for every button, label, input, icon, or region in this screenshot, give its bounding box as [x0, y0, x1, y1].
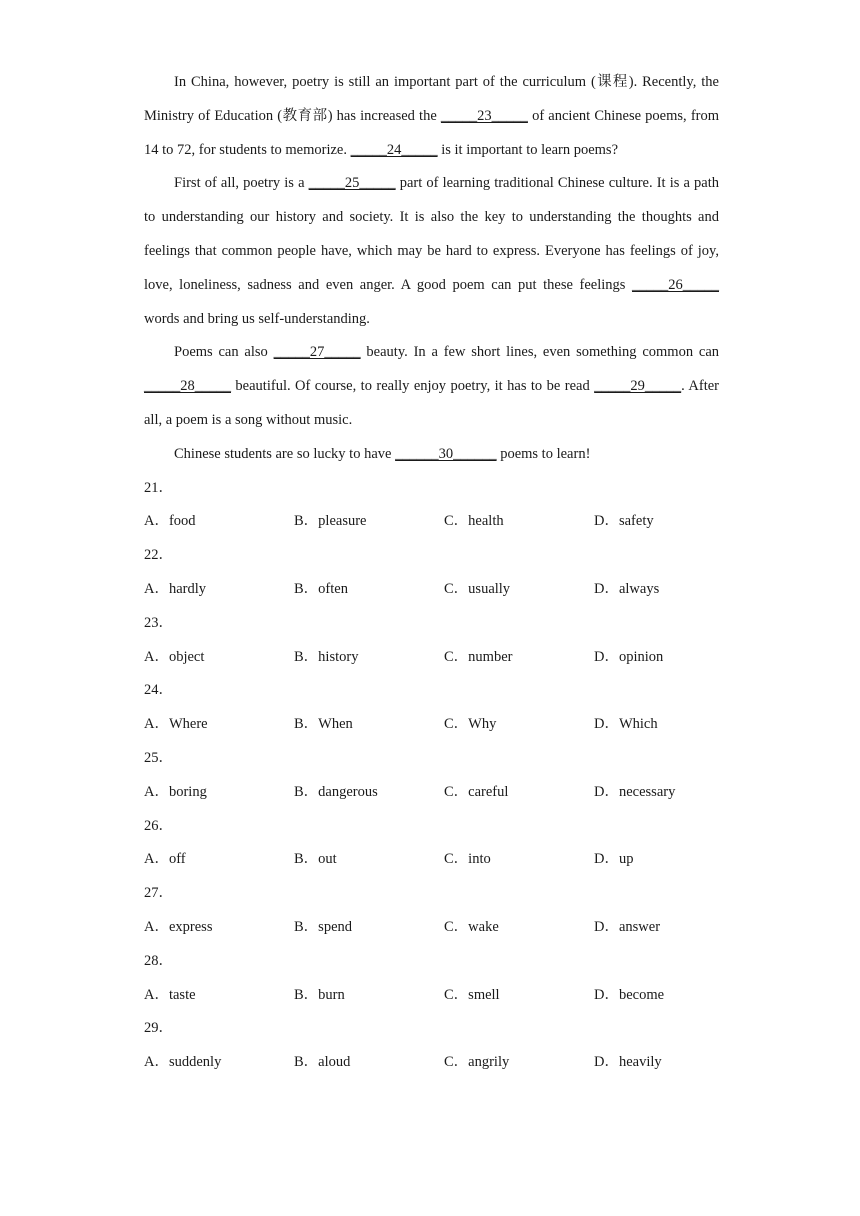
option-row	[144, 708, 719, 742]
document-content	[144, 66, 719, 1080]
question-number: 24．	[144, 682, 173, 699]
answer-option[interactable]: A．boring	[144, 783, 207, 800]
passage-text: words and bring us self-understanding.	[144, 310, 370, 327]
passage-text: beauty. In a few short lines, even something common can	[360, 344, 720, 361]
answer-option[interactable]: C．Why	[444, 716, 497, 733]
question-number: 23．	[144, 614, 173, 631]
option-row	[144, 911, 719, 945]
passage-text: Chinese students are so lucky to have	[174, 445, 396, 462]
question-number: 29．	[144, 1020, 173, 1037]
answer-option[interactable]: A．hardly	[144, 580, 207, 597]
option-row	[144, 979, 719, 1013]
answer-option[interactable]: A．suddenly	[144, 1054, 222, 1071]
passage-text: . After all, a poem is a song without music.	[144, 378, 719, 428]
answer-option[interactable]: B．When	[294, 716, 353, 733]
answer-option[interactable]: D．opinion	[594, 648, 664, 665]
option-row	[144, 505, 719, 539]
cloze-blank: _____24_____	[350, 141, 438, 158]
answer-option[interactable]: D．necessary	[594, 783, 676, 800]
passage-text: is it important to learn poems?	[437, 141, 619, 158]
passage-text: of ancient Chinese poems, from 14 to 72, for students to memorize.	[144, 107, 719, 158]
answer-option[interactable]: C．number	[444, 648, 513, 665]
answer-option[interactable]: B．often	[294, 580, 348, 597]
passage-paragraph	[144, 336, 719, 437]
answer-option[interactable]: B．dangerous	[294, 783, 378, 800]
question-number: 22．	[144, 547, 173, 564]
answer-option[interactable]: C．angrily	[444, 1054, 510, 1071]
question-number: 28．	[144, 952, 173, 969]
answer-option[interactable]: B．burn	[294, 986, 345, 1003]
answer-option[interactable]: B．spend	[294, 918, 352, 935]
answer-option[interactable]: A．object	[144, 648, 205, 665]
cloze-blank: _____26_____	[632, 276, 719, 293]
answer-option[interactable]: C．careful	[444, 783, 509, 800]
cloze-blank: _____25_____	[308, 175, 396, 192]
question-number: 27．	[144, 885, 173, 902]
answer-option[interactable]: B．pleasure	[294, 513, 367, 530]
question-number: 25．	[144, 749, 173, 766]
question-list	[144, 472, 719, 1080]
cloze-blank: _____28_____	[144, 378, 231, 395]
option-row	[144, 641, 719, 675]
cloze-blank: _____23_____	[440, 107, 528, 124]
answer-option[interactable]: C．usually	[444, 580, 511, 597]
answer-option[interactable]: C．wake	[444, 918, 499, 935]
passage-text: beautiful. Of course, to really enjoy poetry, it has to be read	[231, 378, 595, 395]
cloze-blank: _____27_____	[273, 344, 361, 361]
answer-option[interactable]: A．food	[144, 513, 196, 530]
passage-paragraph	[144, 438, 719, 472]
answer-option[interactable]: D．always	[594, 580, 660, 597]
passage-text: part of learning traditional Chinese culture. It is a path to understanding our history and society. It is also the key to understanding the thoughts and feelings that common people have, which may be hard to express. Everyone has feelings of joy, love, loneliness, sadness and even anger. A good poem can put these feelings	[144, 175, 719, 293]
passage	[144, 66, 719, 472]
passage-paragraph	[144, 66, 719, 167]
passage-paragraph	[144, 167, 719, 336]
answer-option[interactable]: D．answer	[594, 918, 661, 935]
question-number: 26．	[144, 817, 173, 834]
option-row	[144, 843, 719, 877]
answer-option[interactable]: D．become	[594, 986, 665, 1003]
answer-option[interactable]: D．heavily	[594, 1054, 662, 1071]
answer-option[interactable]: B．aloud	[294, 1054, 351, 1071]
answer-option[interactable]: D．safety	[594, 513, 654, 530]
cloze-blank: ______30______	[395, 445, 497, 462]
cloze-blank: _____29_____	[594, 378, 682, 395]
answer-option[interactable]: A．off	[144, 851, 186, 868]
answer-option[interactable]: B．out	[294, 851, 337, 868]
answer-option[interactable]: D．up	[594, 851, 634, 868]
option-row	[144, 1046, 719, 1080]
answer-option[interactable]: A．express	[144, 918, 213, 935]
question-number: 21．	[144, 479, 173, 496]
answer-option[interactable]: C．smell	[444, 986, 500, 1003]
option-row	[144, 573, 719, 607]
answer-option[interactable]: A．taste	[144, 986, 196, 1003]
answer-option[interactable]: C．into	[444, 851, 491, 868]
answer-option[interactable]: B．history	[294, 648, 359, 665]
answer-option[interactable]: A．Where	[144, 716, 208, 733]
passage-text: Poems can also	[174, 344, 274, 361]
option-row	[144, 776, 719, 810]
answer-option[interactable]: C．health	[444, 513, 504, 530]
answer-option[interactable]: D．Which	[594, 716, 658, 733]
passage-text: In China, however, poetry is still an important part of the curriculum (课程). Recently, the Ministry of Education (教育部) has increased the	[144, 74, 719, 124]
passage-text: poems to learn!	[496, 445, 591, 462]
passage-text: First of all, poetry is a	[174, 175, 309, 192]
